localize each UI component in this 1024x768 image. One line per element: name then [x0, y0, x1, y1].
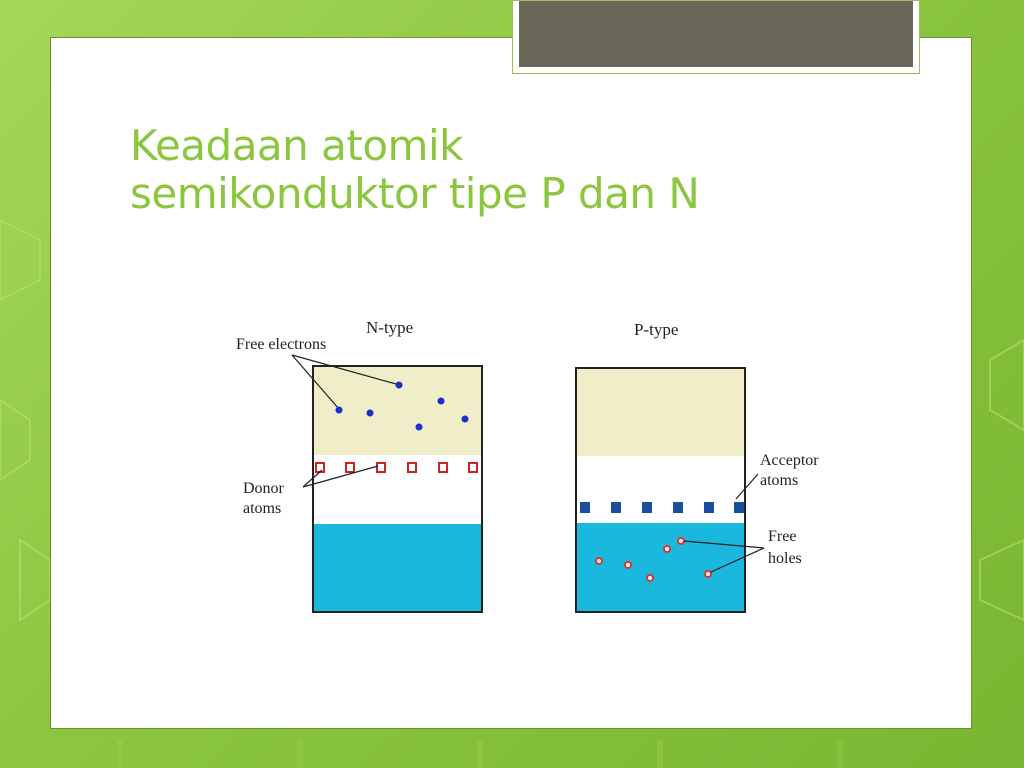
free-holes-label-line-2: holes: [768, 550, 802, 567]
donor-atom: [439, 463, 447, 472]
electron: [438, 398, 445, 405]
electron: [396, 382, 403, 389]
hole: [596, 558, 602, 564]
donor-atom: [469, 463, 477, 472]
acceptor-atoms-label-line-2: atoms: [760, 472, 799, 489]
hole: [678, 538, 684, 544]
acceptor-atom: [580, 502, 590, 513]
donor-atoms-label-line-2: atoms: [243, 500, 282, 517]
free-holes-label-line-1: Free: [768, 528, 797, 545]
n-type-panel: [236, 318, 482, 612]
hole: [705, 571, 711, 577]
p-gap-region: [576, 456, 745, 523]
acceptor-atoms-label-line-1: Acceptor: [760, 452, 819, 469]
free-electrons-label: Free electrons: [236, 336, 327, 353]
p-type-label: P-type: [634, 320, 679, 339]
slide-title-line-2: semikonduktor tipe P dan N: [130, 169, 700, 218]
donor-atom: [346, 463, 354, 472]
acceptor-atom: [673, 502, 683, 513]
slide-title-line-1: Keadaan atomik: [130, 121, 463, 170]
acceptor-atom: [611, 502, 621, 513]
donor-atoms-label-line-1: Donor: [243, 480, 284, 497]
electron: [416, 424, 423, 431]
electron: [336, 407, 343, 414]
n-valence-band: [313, 524, 482, 612]
acceptor-atom: [704, 502, 714, 513]
donor-atom: [316, 463, 324, 472]
p-type-panel: [576, 320, 819, 612]
hole: [664, 546, 670, 552]
acceptor-atom: [734, 502, 744, 513]
electron: [462, 416, 469, 423]
p-conduction-band: [576, 368, 745, 456]
donor-atom: [377, 463, 385, 472]
hole: [647, 575, 653, 581]
n-type-label: N-type: [366, 318, 414, 337]
hole: [625, 562, 631, 568]
electron: [367, 410, 374, 417]
n-gap-region: [313, 455, 482, 524]
donor-atom: [408, 463, 416, 472]
acceptor-atom: [642, 502, 652, 513]
